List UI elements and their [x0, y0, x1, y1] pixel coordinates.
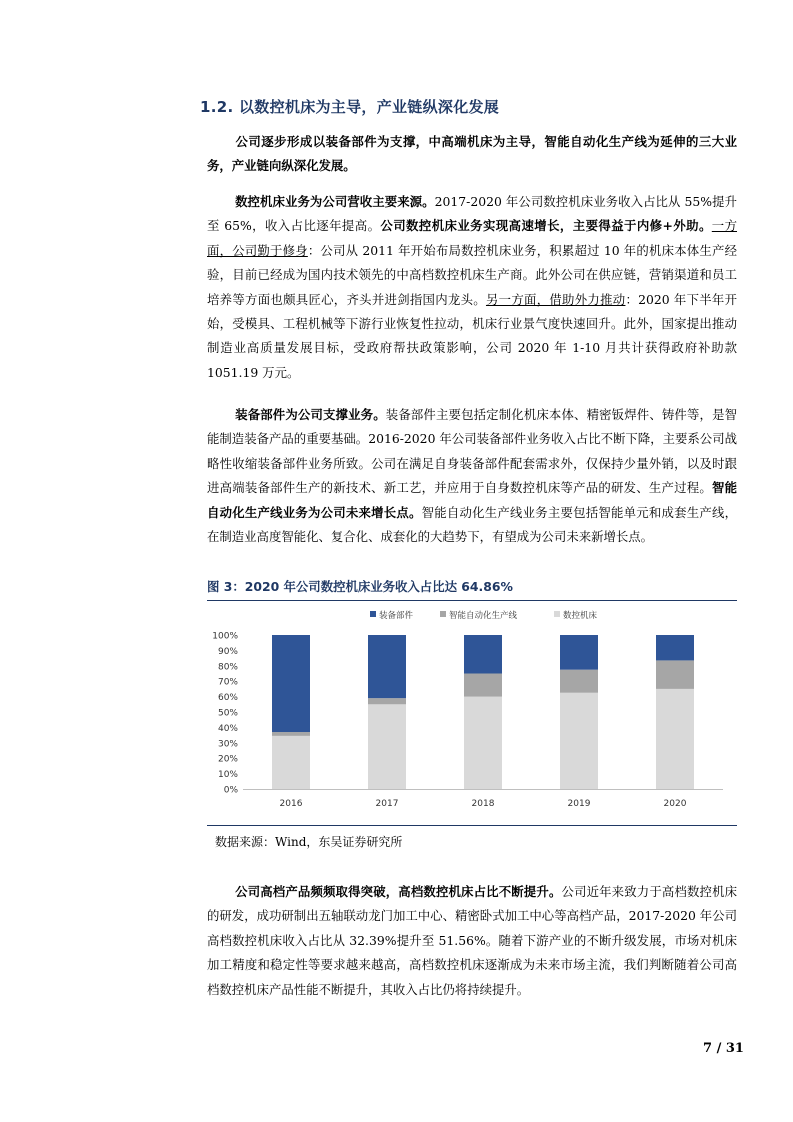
- figure-source: 数据来源：Wind，东吴证券研究所: [215, 835, 403, 849]
- bar-segment: [368, 704, 406, 789]
- line-lead: 智能自动化生产线业务为公司未来增长点。: [207, 480, 737, 520]
- bar-group: [272, 635, 694, 789]
- figure-title: 图 3：2020 年公司数控机床业务收入占比达 64.86%: [207, 577, 737, 601]
- cnc-point-1: 一方面，公司勤于修身: [207, 218, 738, 258]
- x-tick-label: 2019: [567, 799, 591, 809]
- highend-text: 公司近年来致力于高档数控机床的研发，成功研制出五轴联动龙门加工中心、精密卧式加工中心等高档产品，2017-2020 年公司高档数控机床收入占比从 32.39%提升至 51.56%。随着下游产业的不断升级发展，市场对机床加工精度和稳定性等要求越来越高，高档数控机床逐渐成为未来市场主流，我们判断随着公司高档数控机床产品性能不断提升，其收入占比仍将持续提升。: [207, 884, 738, 997]
- legend-label: 智能自动化生产线: [449, 611, 518, 621]
- bar-segment: [272, 732, 310, 736]
- y-tick-label: 60%: [217, 693, 238, 704]
- paragraph-cnc: [207, 190, 737, 385]
- line-text: 智能自动化生产线业务主要包括智能单元和成套生产线，在制造业高度智能化、复合化、成套化的大趋势下，有望成为公司未来新增长点。: [207, 504, 738, 545]
- y-tick-label: 30%: [217, 739, 238, 750]
- y-tick-label: 70%: [217, 677, 238, 688]
- chart-container: [207, 601, 737, 826]
- legend-swatch: [370, 611, 376, 617]
- parts-text-1: 装备部件主要包括定制化机床本体、精密钣焊件、铸件等，是智能制造装备产品的重要基础。2016-2020 年公司装备部件业务收入占比不断下降，主要系公司战略性收缩装备部件业务所致。公司在满足自身装备部件配套需求外，仅保持少量外销，以及时跟进高端装备部件生产的新技术、新工艺，并应用于自身数控机床等产品的研发、生产过程。: [207, 407, 738, 496]
- legend-label: 数控机床: [563, 611, 598, 621]
- y-tick-label: 90%: [217, 646, 238, 657]
- cnc-emphasis: 公司数控机床业务实现高速增长，主要得益于内修+外助。: [380, 218, 712, 234]
- bar-segment: [272, 635, 310, 732]
- bar-segment: [560, 693, 598, 789]
- bar-segment: [464, 674, 502, 697]
- x-tick-label: 2020: [663, 799, 687, 809]
- paragraph-highend: [207, 880, 737, 1002]
- legend-swatch: [554, 611, 560, 617]
- y-tick-label: 40%: [217, 723, 238, 734]
- cnc-text-2: ：公司从 2011 年开始布局数控机床业务，积累超过 10 年的机床本体生产经验，目前已经成为国内技术领先的中高档数控机床生产商。此外公司在供应链，营销渠道和员工培养等方面也颇具匠心，齐头并进剑指国内龙头。: [207, 242, 737, 307]
- bar-segment: [656, 635, 694, 660]
- cnc-point-2: 另一方面，借助外力推动: [485, 291, 626, 307]
- y-tick-label: 50%: [217, 708, 238, 719]
- y-tick-label: 0%: [223, 785, 238, 796]
- bar-segment: [272, 736, 310, 789]
- y-tick-label: 10%: [217, 770, 238, 781]
- y-tick-label: 100%: [212, 631, 238, 642]
- paragraph-intro: [207, 130, 737, 179]
- cnc-lead: 数控机床业务为公司营收主要来源。: [235, 194, 435, 209]
- x-tick-label: 2016: [279, 799, 303, 809]
- intro-text: 公司逐步形成以装备部件为支撑，中高端机床为主导，智能自动化生产线为延伸的三大业务，产业链向纵深化发展。: [207, 134, 737, 174]
- stacked-bar-chart: [207, 601, 737, 823]
- cnc-text-1: 2017-2020 年公司数控机床业务收入占比从 55%提升至 65%，收入占比逐年提高。: [207, 194, 737, 234]
- cnc-text-3: ：2020 年下半年开始，受模具、工程机械等下游行业恢复性拉动，机床行业景气度快速回升。此外，国家提出推动制造业高质量发展目标，受政府帮扶政策影响，公司 2020 年 1-10 月共计获得政府补助款 1051.19 万元。: [207, 291, 738, 380]
- y-tick-label: 20%: [217, 754, 238, 765]
- bar-segment: [368, 635, 406, 698]
- paragraph-parts: [207, 403, 737, 549]
- legend-label: 装备部件: [379, 611, 414, 621]
- highend-lead: 公司高档产品频频取得突破，高档数控机床占比不断提升。: [235, 884, 562, 899]
- bar-segment: [464, 697, 502, 789]
- bar-segment: [464, 635, 502, 674]
- x-tick-label: 2018: [471, 799, 495, 809]
- section-heading: 1.2. 以数控机床为主导，产业链纵深化发展: [200, 98, 500, 116]
- parts-lead: 装备部件为公司支撑业务。: [235, 407, 386, 422]
- y-tick-label: 80%: [217, 662, 238, 673]
- bar-segment: [656, 660, 694, 688]
- page-number: 7 / 31: [703, 1041, 744, 1056]
- bar-segment: [560, 635, 598, 670]
- bar-segment: [560, 670, 598, 693]
- bar-segment: [368, 698, 406, 704]
- chart-legend: [370, 610, 598, 621]
- x-tick-label: 2017: [375, 799, 399, 809]
- legend-swatch: [440, 611, 446, 617]
- bar-segment: [656, 689, 694, 789]
- x-axis: [280, 799, 687, 809]
